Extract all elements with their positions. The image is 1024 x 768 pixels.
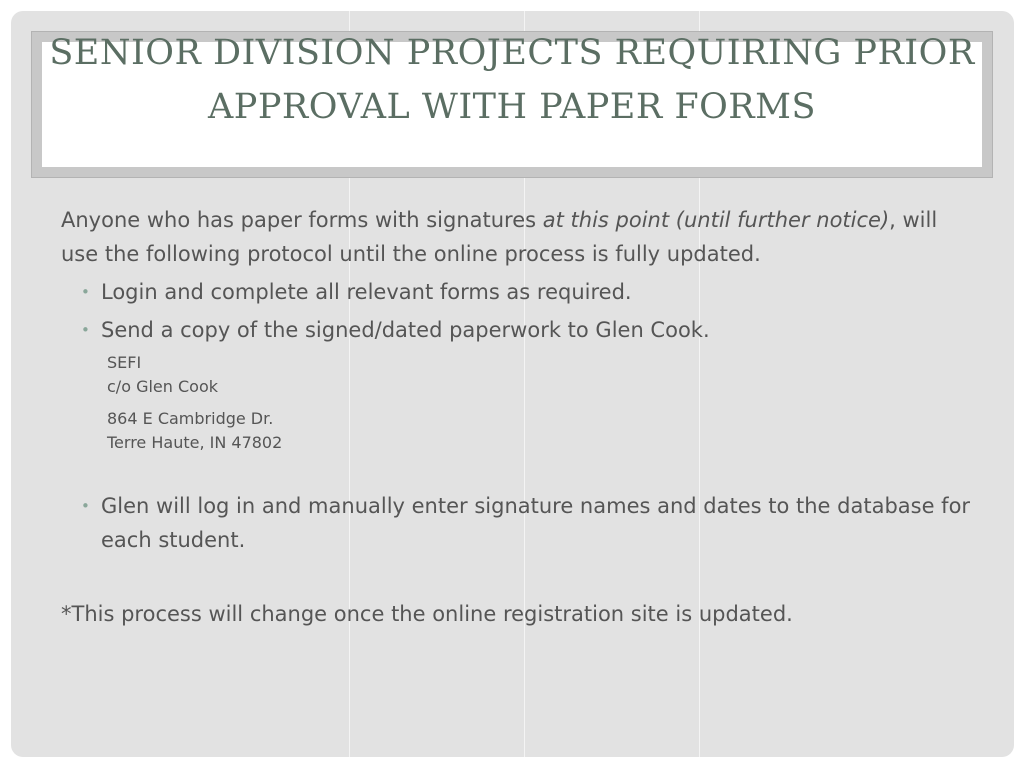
list-item [61,313,971,347]
footnote: *This process will change once the online registration site is updated. [61,602,793,626]
bullet-list [61,489,971,557]
list-item-text: Login and complete all relevant forms as required. [101,280,632,304]
slide-title: SENIOR DIVISION PROJECTS REQUIRING PRIOR APPROVAL WITH PAPER FORMS [49,33,975,127]
bullet-list [61,275,971,347]
slide-body [61,203,971,631]
list-item-text: Glen will log in and manually enter signature names and dates to the database for each student. [101,494,971,552]
bullet-icon: • [81,321,90,339]
slide [11,11,1014,757]
list-item-text: Send a copy of the signed/dated paperwork to Glen Cook. [101,318,710,342]
intro-paragraph [61,203,971,271]
address-line: SEFI [107,353,142,372]
intro-emphasis: at this point (until further notice) [542,208,890,232]
address-line: Terre Haute, IN 47802 [107,433,283,452]
intro-text: Anyone who has paper forms with signatures [61,208,543,232]
bullet-icon: • [81,497,90,515]
list-item [61,489,971,557]
bullet-icon: • [81,283,90,301]
list-item [61,275,971,309]
address-line: c/o Glen Cook [107,377,218,396]
mailing-address [61,351,971,455]
address-line: 864 E Cambridge Dr. [107,409,274,428]
intro-text-continued: , will use the following protocol until the online process is fully updated. [61,208,938,266]
